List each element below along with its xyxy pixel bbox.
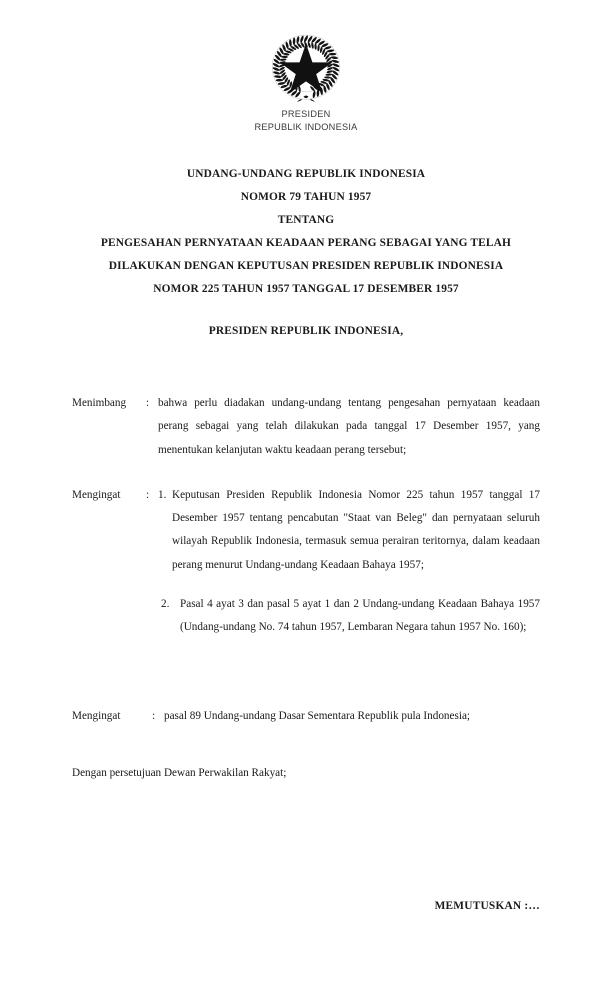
clause-mengingat-1: [72, 484, 540, 640]
list-item: [158, 484, 540, 577]
clause-mengingat-1-label: Mengingat: [72, 488, 121, 501]
clause-mengingat-2-colon: :: [152, 710, 156, 722]
presiden-heading: PRESIDEN REPUBLIK INDONESIA,: [208, 325, 404, 337]
title-line-2: NOMOR 79 TAHUN 1957: [240, 191, 372, 203]
clause-mengingat-2-text: pasal 89 Undang-undang Dasar Sementara Republik pula Indonesia;: [164, 710, 471, 722]
title-line-4: PENGESAHAN PERNYATAAN KEADAAN PERANG SEBAGAI YANG TELAH: [100, 237, 512, 249]
memutuskan-footer: MEMUTUSKAN :…: [434, 900, 540, 912]
list-item-marker: 2.: [161, 598, 170, 611]
title-line-5: DILAKUKAN DENGAN KEPUTUSAN PRESIDEN REPUBLIK INDONESIA: [108, 260, 504, 272]
emblem-caption: [0, 108, 612, 133]
clause-mengingat-2: [72, 705, 540, 728]
clause-mengingat-2-label: Mengingat: [72, 710, 121, 722]
emblem-caption-line-1: PRESIDEN: [281, 109, 331, 119]
document-body: [72, 392, 540, 656]
clause-menimbang-text: bahwa perlu diadakan undang-undang tentang pengesahan pernyataan keadaan perang sebagai yang telah dilakukan pada tanggal 17 Desember 1957, yang menentukan kelanjutan waktu keadaan perang tersebut;: [158, 397, 540, 456]
indonesian-presidential-seal-icon: [263, 30, 349, 106]
list-item-text: Keputusan Presiden Republik Indonesia Nomor 225 tahun 1957 tanggal 17 Desember 1957 tentang pencabutan "Staat van Beleg" dan pernyataan seluruh wilayah Republik Indonesia, termasuk semua perairan teritornya, dalam keadaan perang menurut Undang-undang Keadaan Bahaya 1957;: [172, 488, 540, 571]
emblem-caption-line-2: REPUBLIK INDONESIA: [254, 121, 358, 132]
title-line-3: TENTANG: [277, 214, 335, 226]
clause-menimbang: [72, 392, 540, 462]
list-item-marker: 1.: [158, 488, 167, 501]
list-item: [158, 593, 540, 640]
document-header: [0, 30, 612, 133]
clause-mengingat-1-colon: :: [146, 488, 150, 501]
clause-menimbang-label: Menimbang: [72, 397, 127, 409]
clause-menimbang-colon: :: [146, 397, 150, 409]
document-title: [36, 163, 576, 301]
title-line-6: NOMOR 225 TAHUN 1957 TANGGAL 17 DESEMBER 1957: [153, 283, 459, 295]
title-line-1: UNDANG-UNDANG REPUBLIK INDONESIA: [186, 168, 426, 180]
persetujuan-line: Dengan persetujuan Dewan Perwakilan Rakyat;: [72, 767, 287, 779]
list-item-text: Pasal 4 ayat 3 dan pasal 5 ayat 1 dan 2 Undang-undang Keadaan Bahaya 1957 (Undang-undang No. 74 tahun 1957, Lembaran Negara tahun 1957 No. 160);: [180, 598, 540, 634]
clause-mengingat-1-list: [158, 484, 540, 640]
